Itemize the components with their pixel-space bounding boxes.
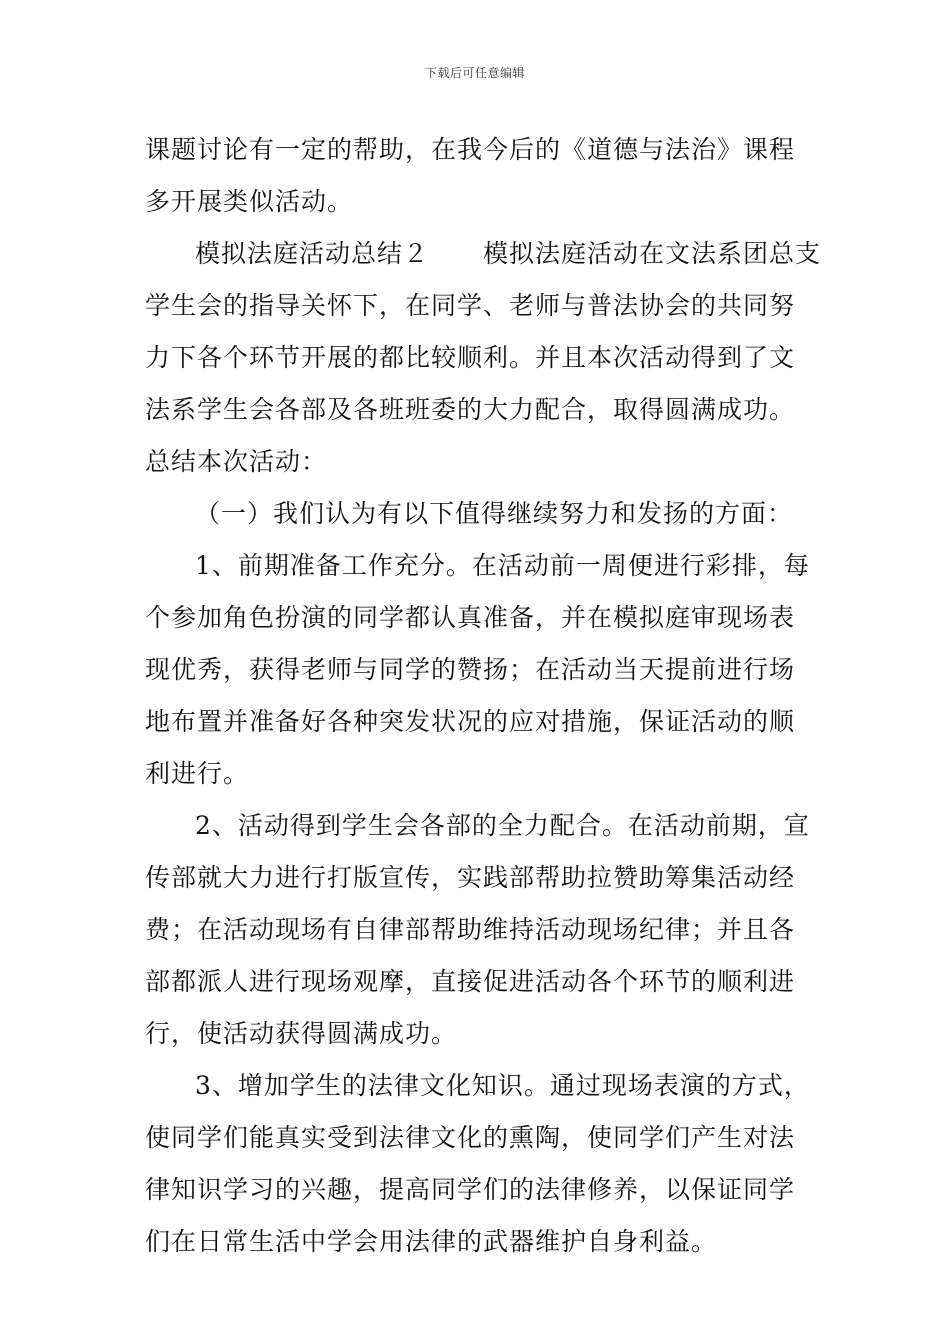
- text-line: 总结本次活动：: [145, 447, 328, 476]
- text-line: 传部就大力进行打版宣传，实践部帮助拉赞助筹集活动经: [145, 863, 796, 892]
- text-line: 部都派人进行现场观摩，直接促进活动各个环节的顺利进: [145, 967, 796, 996]
- text-line: 3、增加学生的法律文化知识。通过现场表演的方式，: [195, 1071, 810, 1100]
- text-line: 课题讨论有一定的帮助，在我今后的《道德与法治》课程: [145, 135, 796, 164]
- section-title: 模拟法庭活动总结２: [195, 239, 430, 268]
- text-line: 使同学们能真实受到法律文化的熏陶，使同学们产生对法: [145, 1123, 796, 1152]
- text-line: 法系学生会各部及各班班委的大力配合，取得圆满成功。: [145, 395, 796, 424]
- text-line: 地布置并准备好各种突发状况的应对措施，保证活动的顺: [145, 707, 796, 736]
- document-body: [145, 124, 822, 1268]
- text-fragment: 模拟法庭活动在文法系团总支: [483, 239, 822, 268]
- text-line: 1、前期准备工作充分。在活动前一周便进行彩排，每: [195, 551, 810, 580]
- text-line: 2、活动得到学生会各部的全力配合。在活动前期，宣: [195, 811, 810, 840]
- section-title-line: [145, 228, 822, 280]
- text-line: 个参加角色扮演的同学都认真准备，并在模拟庭审现场表: [145, 603, 796, 632]
- text-line: 力下各个环节开展的都比较顺利。并且本次活动得到了文: [145, 343, 796, 372]
- text-line: 现优秀，获得老师与同学的赞扬；在活动当天提前进行场: [145, 655, 796, 684]
- text-line: 利进行。: [145, 759, 250, 788]
- page-header: 下载后可任意编辑: [424, 66, 525, 80]
- text-line: 行，使活动获得圆满成功。: [145, 1019, 458, 1048]
- text-line: 费；在活动现场有自律部帮助维持活动现场纪律；并且各: [145, 915, 796, 944]
- text-line: 多开展类似活动。: [145, 187, 354, 216]
- text-line: 学生会的指导关怀下，在同学、老师与普法协会的共同努: [145, 291, 796, 320]
- text-line: 们在日常生活中学会用法律的武器维护自身利益。: [145, 1227, 718, 1256]
- subheading-line: （一）我们认为有以下值得继续努力和发扬的方面：: [195, 499, 794, 528]
- text-line: 律知识学习的兴趣，提高同学们的法律修养，以保证同学: [145, 1175, 796, 1204]
